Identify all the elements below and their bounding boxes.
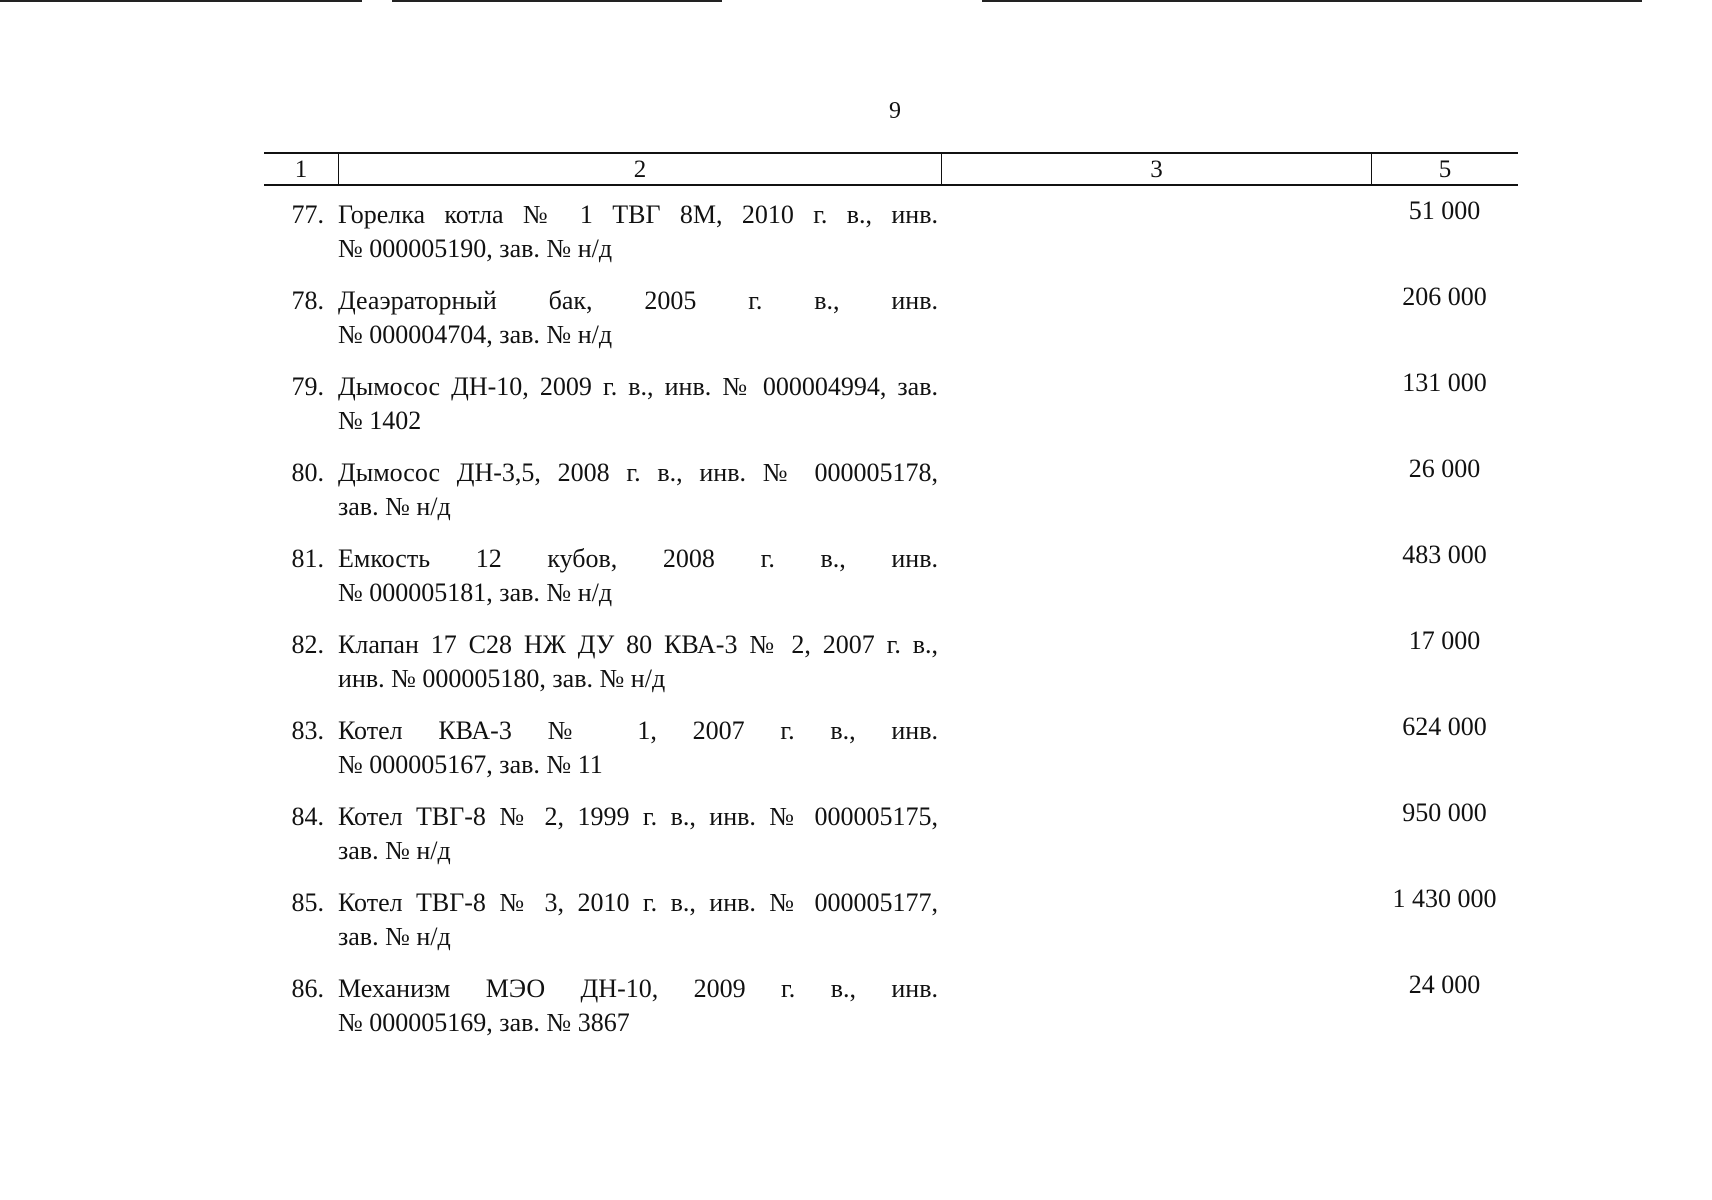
row-value: 1 430 000	[1392, 884, 1497, 913]
row-description-line-2: № 1402	[338, 406, 422, 435]
row-description-line-1: Котел ТВГ-8 № 3, 2010 г. в., инв. № 000005177,	[338, 888, 938, 917]
table-body	[264, 198, 1518, 1058]
row-value: 950 000	[1402, 798, 1487, 827]
row-description-line-1: Механизм МЭО ДН-10, 2009 г. в., инв.	[338, 974, 938, 1003]
row-number: 82.	[291, 630, 324, 659]
header-col-1: 1	[294, 156, 308, 183]
row-number: 79.	[291, 372, 324, 401]
row-description-line-1: Дымосос ДН-10, 2009 г. в., инв. № 000004994, зав.	[338, 372, 938, 401]
row-number: 83.	[291, 716, 324, 745]
row-description	[338, 886, 938, 954]
table-row	[264, 972, 1518, 1058]
row-number: 85.	[291, 888, 324, 917]
row-description-line-2: № 000005169, зав. № 3867	[338, 1008, 630, 1037]
header-col-3: 3	[941, 154, 1371, 184]
table-row	[264, 886, 1518, 972]
row-number: 84.	[291, 802, 324, 831]
table-row	[264, 370, 1518, 456]
row-value: 624 000	[1402, 712, 1487, 741]
row-number: 86.	[291, 974, 324, 1003]
row-description	[338, 284, 938, 352]
row-description-line-1: Деаэраторный бак, 2005 г. в., инв.	[338, 286, 938, 315]
header-col-2: 2	[338, 154, 941, 184]
header-col-5: 5	[1371, 154, 1518, 184]
row-value: 206 000	[1402, 282, 1487, 311]
row-number: 81.	[291, 544, 324, 573]
row-value: 24 000	[1408, 970, 1481, 999]
row-description-line-2: № 000005167, зав. № 11	[338, 750, 603, 779]
row-number: 80.	[291, 458, 324, 487]
row-description-line-2: зав. № н/д	[338, 836, 451, 865]
row-description-line-2: инв. № 000005180, зав. № н/д	[338, 664, 666, 693]
row-description-line-1: Емкость 12 кубов, 2008 г. в., инв.	[338, 544, 938, 573]
table-header	[264, 152, 1518, 186]
row-description	[338, 542, 938, 610]
row-description-line-1: Горелка котла № 1 ТВГ 8М, 2010 г. в., инв.	[338, 200, 938, 229]
table-row	[264, 542, 1518, 628]
row-description-line-1: Дымосос ДН-3,5, 2008 г. в., инв. № 000005178,	[338, 458, 938, 487]
row-description	[338, 456, 938, 524]
row-description	[338, 800, 938, 868]
scan-edge-middle	[392, 0, 722, 2]
row-value: 483 000	[1402, 540, 1487, 569]
row-description-line-1: Клапан 17 С28 НЖ ДУ 80 КВА-3 № 2, 2007 г. в.,	[338, 630, 938, 659]
table-row	[264, 800, 1518, 886]
row-number: 78.	[291, 286, 324, 315]
table-row	[264, 628, 1518, 714]
table-row	[264, 284, 1518, 370]
table-row	[264, 456, 1518, 542]
table-row	[264, 198, 1518, 284]
scan-edge-right	[982, 0, 1642, 2]
row-description-line-2: зав. № н/д	[338, 492, 451, 521]
row-description	[338, 198, 938, 266]
row-description-line-1: Котел ТВГ-8 № 2, 1999 г. в., инв. № 000005175,	[338, 802, 938, 831]
table-row	[264, 714, 1518, 800]
row-description-line-2: № 000005181, зав. № н/д	[338, 578, 613, 607]
row-description	[338, 714, 938, 782]
row-description-line-2: № 000005190, зав. № н/д	[338, 234, 613, 263]
page-number: 9	[889, 98, 901, 124]
row-description-line-1: Котел КВА-3 № 1, 2007 г. в., инв.	[338, 716, 938, 745]
row-value: 51 000	[1408, 196, 1481, 225]
row-value: 26 000	[1408, 454, 1481, 483]
row-description	[338, 972, 938, 1040]
row-description	[338, 628, 938, 696]
row-number: 77.	[291, 200, 324, 229]
row-value: 131 000	[1402, 368, 1487, 397]
row-description-line-2: зав. № н/д	[338, 922, 451, 951]
scan-edge-left	[0, 0, 362, 2]
row-value: 17 000	[1408, 626, 1481, 655]
row-description-line-2: № 000004704, зав. № н/д	[338, 320, 613, 349]
row-description	[338, 370, 938, 438]
